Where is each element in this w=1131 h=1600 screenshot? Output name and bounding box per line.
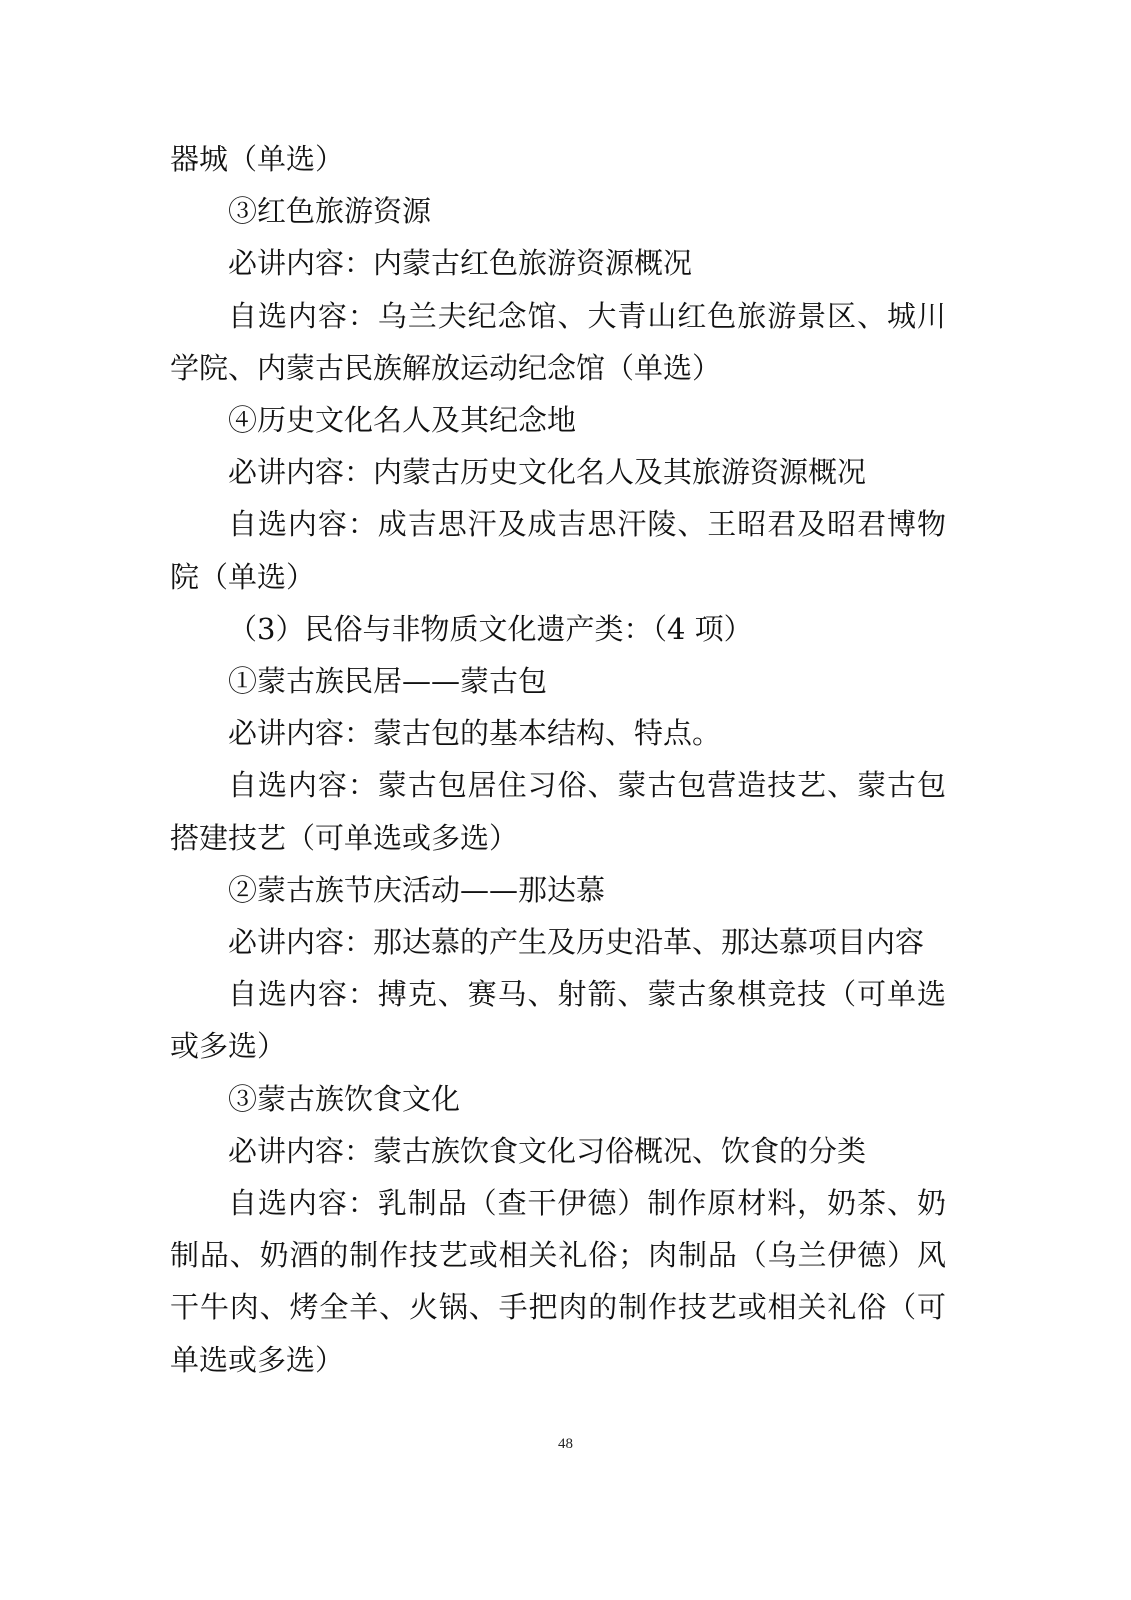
page-number: 48 [558, 1436, 573, 1452]
section-heading-folk-customs: （3）民俗与非物质文化遗产类：（4 项） [228, 611, 753, 646]
document-body [170, 133, 946, 1386]
paragraph-optional-content: 自选内容：乳制品（查干伊德）制作原材料，奶茶、奶制品、奶酒的制作技艺或相关礼俗；肉制品（乌兰伊德）风干牛肉、烤全羊、火锅、手把肉的制作技艺或相关礼俗（可单选或多选） [170, 1186, 946, 1377]
subheading-historical-figures: ④历史文化名人及其纪念地 [228, 403, 577, 438]
paragraph-required-content: 必讲内容：蒙古族饮食文化习俗概况、饮食的分类 [228, 1133, 867, 1168]
paragraph-optional-content: 自选内容：乌兰夫纪念馆、大青山红色旅游景区、城川学院、内蒙古民族解放运动纪念馆（单选） [170, 298, 946, 385]
paragraph-required-content: 必讲内容：内蒙古历史文化名人及其旅游资源概况 [228, 455, 867, 490]
paragraph-required-content: 必讲内容：内蒙古红色旅游资源概况 [228, 246, 693, 281]
subheading-naadam: ②蒙古族节庆活动——那达慕 [228, 872, 606, 907]
paragraph-continuation: 器城（单选） [170, 142, 345, 176]
subheading-yurt: ①蒙古族民居——蒙古包 [228, 664, 548, 699]
paragraph-optional-content: 自选内容：蒙古包居住习俗、蒙古包营造技艺、蒙古包搭建技艺（可单选或多选） [170, 768, 946, 855]
paragraph-optional-content: 自选内容：搏克、赛马、射箭、蒙古象棋竞技（可单选或多选） [170, 977, 946, 1064]
paragraph-required-content: 必讲内容：蒙古包的基本结构、特点。 [228, 716, 722, 751]
subheading-red-tourism: ③红色旅游资源 [228, 194, 432, 229]
paragraph-optional-content: 自选内容：成吉思汗及成吉思汗陵、王昭君及昭君博物院（单选） [170, 507, 946, 594]
subheading-food-culture: ③蒙古族饮食文化 [228, 1081, 461, 1116]
paragraph-required-content: 必讲内容：那达慕的产生及历史沿革、那达慕项目内容 [228, 925, 925, 960]
